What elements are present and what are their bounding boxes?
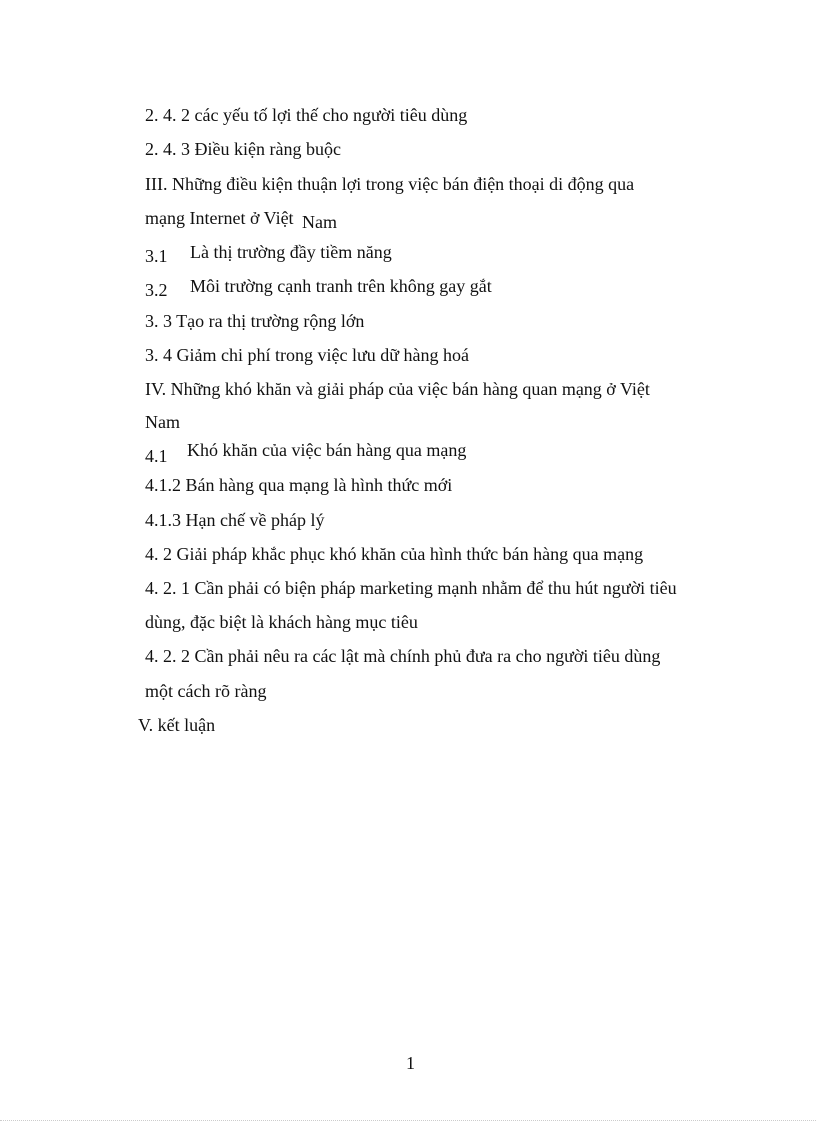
page-bottom-divider <box>0 1120 816 1121</box>
toc-heading-iii-cont: mạng Internet ở Việt <box>145 208 294 228</box>
toc-line-4-1: Khó khăn của việc bán hàng qua mạng <box>187 440 467 460</box>
toc-line-4-2: 4. 2 Giải pháp khắc phục khó khăn của hình thức bán hàng qua mạng <box>145 544 644 564</box>
toc-line-3-1: Là thị trường đầy tiềm năng <box>190 242 392 262</box>
toc-num-4-1: 4.1 <box>145 446 168 466</box>
toc-line-4-1-2: 4.1.2 Bán hàng qua mạng là hình thức mới <box>145 475 453 495</box>
toc-heading-iv: IV. Những khó khăn và giải pháp của việc bán hàng quan mạng ở Việt <box>145 379 650 399</box>
toc-heading-v: V. kết luận <box>138 715 216 735</box>
toc-line-4-2-1-cont: dùng, đặc biệt là khách hàng mục tiêu <box>145 612 418 632</box>
toc-line-4-2-1: 4. 2. 1 Cần phải có biện pháp marketing mạnh nhằm để thu hút người tiêu <box>145 578 677 598</box>
toc-num-3-2: 3.2 <box>145 280 168 300</box>
toc-line-2-4-2: 2. 4. 2 các yếu tố lợi thế cho người tiêu dùng <box>145 105 468 125</box>
page-number: 1 <box>406 1053 415 1073</box>
toc-line-3-4: 3. 4 Giảm chi phí trong việc lưu dữ hàng hoá <box>145 345 469 365</box>
toc-heading-iii-cont-nam: Nam <box>302 212 337 232</box>
toc-line-2-4-3: 2. 4. 3 Điều kiện ràng buộc <box>145 139 341 159</box>
toc-line-3-2: Môi trường cạnh tranh trên không gay gắt <box>190 276 492 296</box>
toc-num-3-1: 3.1 <box>145 246 168 266</box>
toc-heading-iii: III. Những điều kiện thuận lợi trong việc bán điện thoại di động qua <box>145 174 635 194</box>
toc-line-3-3: 3. 3 Tạo ra thị trường rộng lớn <box>145 311 365 331</box>
toc-line-4-1-3: 4.1.3 Hạn chế về pháp lý <box>145 510 325 530</box>
toc-heading-iv-cont: Nam <box>145 412 180 432</box>
toc-line-4-2-2-cont: một cách rõ ràng <box>145 681 267 701</box>
toc-line-4-2-2: 4. 2. 2 Cần phải nêu ra các lật mà chính phủ đưa ra cho người tiêu dùng <box>145 646 661 666</box>
